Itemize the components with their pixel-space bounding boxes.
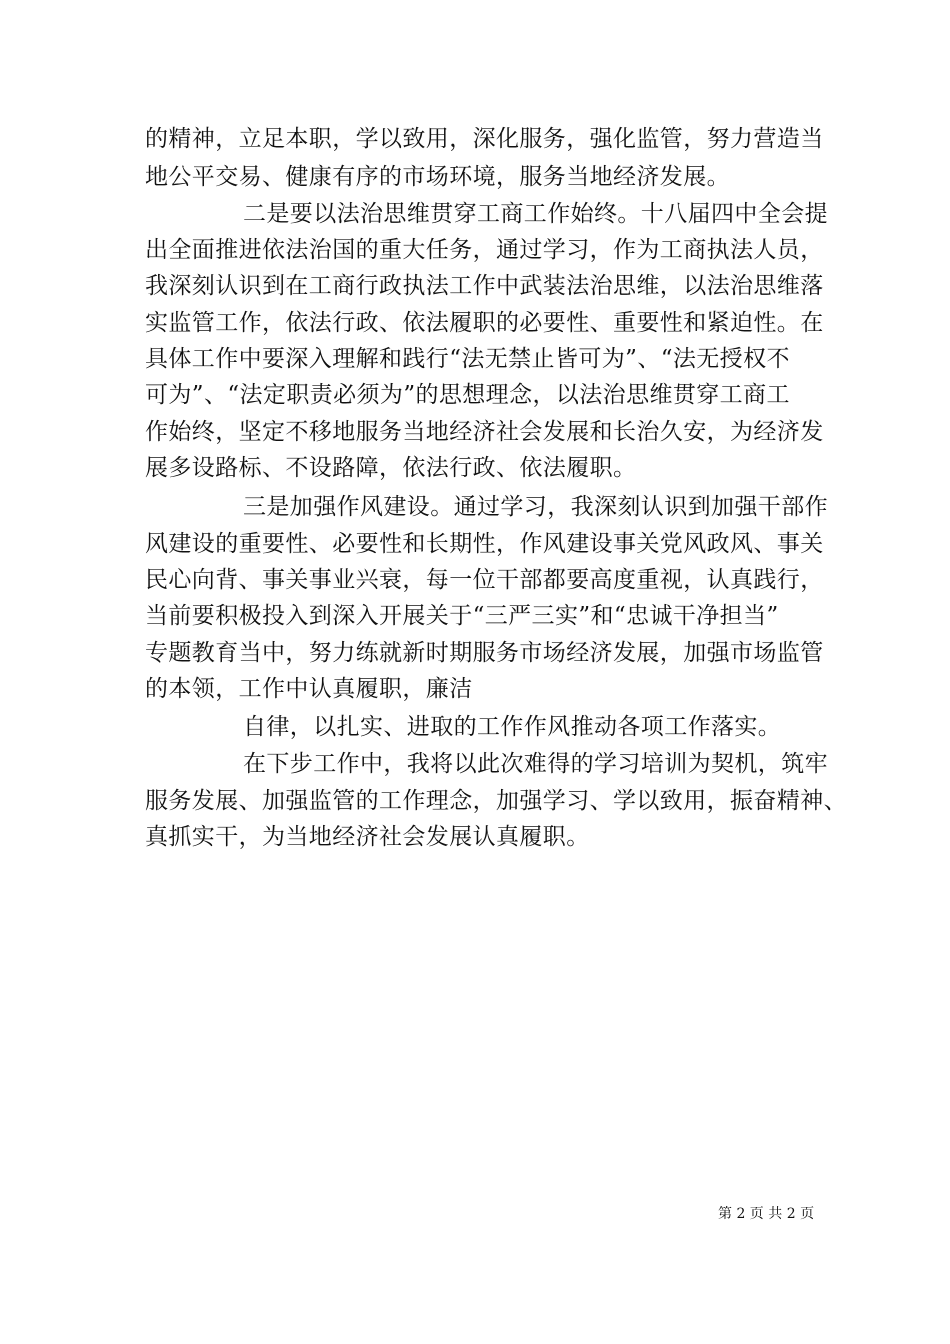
text-line: 地公平交易、健康有序的市场环境，服务当地经济发展。	[145, 164, 730, 190]
text-line: 具体工作中要深入理解和践行“法无禁止皆可为”、“法无授权不	[145, 346, 790, 372]
text-line: 展多设路标、不设路障，依法行政、依法履职。	[145, 455, 637, 481]
page-number: 第 2 页 共 2 页	[718, 1206, 815, 1222]
text-line: 我深刻认识到在工商行政执法工作中武装法治思维，以法治思维落	[145, 273, 824, 299]
text-line: 的本领，工作中认真履职，廉洁	[145, 676, 473, 702]
text-line: 风建设的重要性、必要性和长期性，作风建设事关党风政风、事关	[145, 531, 824, 557]
paragraph-start-line: 在下步工作中，我将以此次难得的学习培训为契机，筑牢	[243, 751, 828, 777]
paragraph-start-line: 三是加强作风建设。通过学习，我深刻认识到加强干部作	[243, 494, 828, 520]
text-line: 的精神，立足本职，学以致用，深化服务，强化监管，努力营造当	[145, 126, 824, 152]
text-line: 服务发展、加强监管的工作理念，加强学习、学以致用，振奋精神、	[145, 788, 847, 814]
text-line: 出全面推进依法治国的重大任务，通过学习，作为工商执法人员，	[145, 237, 824, 263]
text-line: 民心向背、事关事业兴衰，每一位干部都要高度重视，认真践行，	[145, 567, 824, 593]
paragraph-start-line: 自律，以扎实、进取的工作作风推动各项工作落实。	[243, 714, 782, 740]
text-line: 当前要积极投入到深入开展关于“三严三实”和“忠诚干净担当”	[145, 603, 779, 629]
text-line: 作始终，坚定不移地服务当地经济社会发展和长治久安，为经济发	[145, 419, 824, 445]
text-line: 可为”、“法定职责必须为”的思想理念，以法治思维贯穿工商工	[145, 382, 790, 408]
paragraph-start-line: 二是要以法治思维贯穿工商工作始终。十八届四中全会提	[243, 201, 828, 227]
text-line: 实监管工作，依法行政、依法履职的必要性、重要性和紧迫性。在	[145, 310, 824, 336]
text-line: 真抓实干，为当地经济社会发展认真履职。	[145, 824, 590, 850]
text-line: 专题教育当中，努力练就新时期服务市场经济发展，加强市场监管	[145, 640, 824, 666]
